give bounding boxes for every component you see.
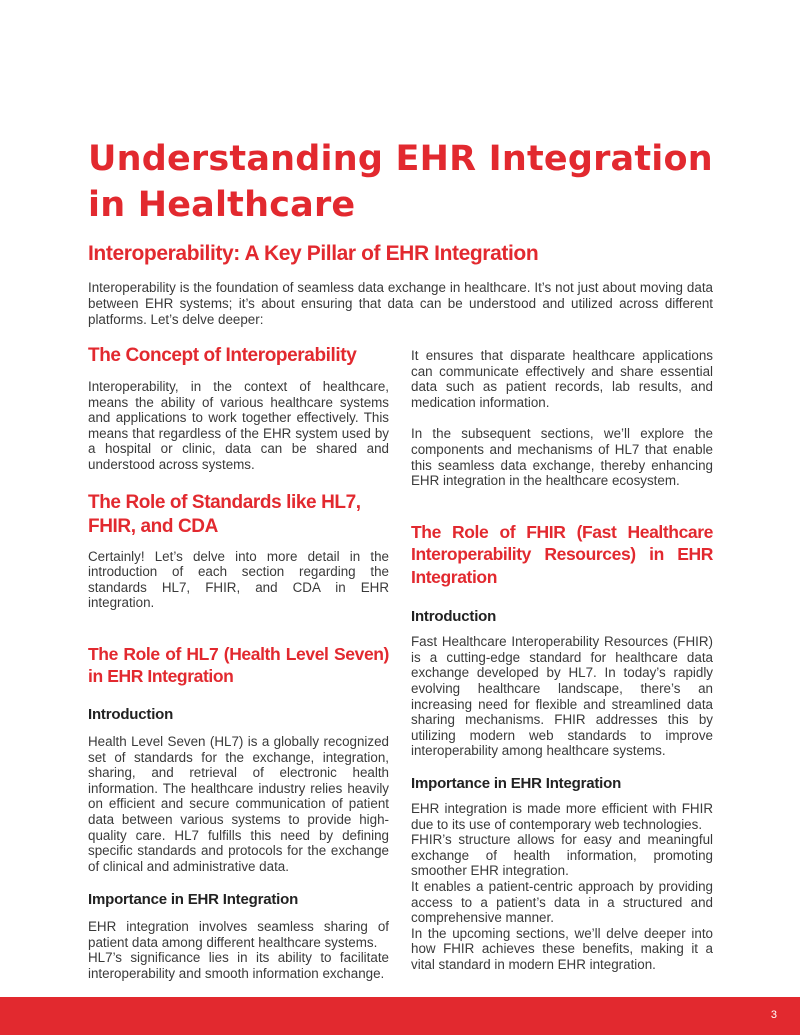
concept-paragraph: Interoperability, in the context of healthcare, means the ability of various healthcare systems and applications to work together effectively. This means that regardless of the EHR system used by a hospital or clinic, data can be shared and understood across systems.	[88, 379, 389, 472]
fhir-importance-paragraph-1: EHR integration is made more efficient with FHIR due to its use of contemporary web technologies.	[411, 801, 713, 832]
hl7-heading: The Role of HL7 (Health Level Seven) in EHR Integration	[88, 643, 389, 687]
hl7-intro-paragraph: Health Level Seven (HL7) is a globally recognized set of standards for the exchange, integration, sharing, and retrieval of electronic health information. The healthcare industry relies heavily on efficient and secure communication of patient data between various systems to provide high-quality care. HL7 fulfills this need by defining specific standards and protocols for the exchange of clinical and administrative data.	[88, 733, 389, 874]
fhir-importance-heading: Importance in EHR Integration	[411, 775, 622, 792]
fhir-importance-paragraph-4: In the upcoming sections, we’ll delve deeper into how FHIR achieves these benefits, making it a vital standard in modern EHR integration.	[411, 925, 713, 972]
hl7-importance-heading: Importance in EHR Integration	[88, 891, 299, 909]
hl7-intro-heading: Introduction	[88, 705, 174, 723]
fhir-heading: The Role of FHIR (Fast Healthcare Interoperability Resources) in EHR Integration	[411, 521, 713, 587]
continuation-paragraph: It ensures that disparate healthcare applications can communicate effectively and share essential data such as patient records, lab results, and medication information.	[411, 348, 713, 410]
footer-bar	[0, 997, 800, 1035]
right-column	[411, 348, 713, 973]
standards-heading: The Role of Standards like HL7, FHIR, and CDA	[88, 491, 361, 537]
section-subtitle: Interoperability: A Key Pillar of EHR Integration	[88, 242, 539, 265]
fhir-intro-heading: Introduction	[411, 608, 497, 626]
hl7-importance-paragraph-2: HL7’s significance lies in its ability to facilitate interoperability and smooth information exchange.	[88, 950, 389, 982]
intro-paragraph: Interoperability is the foundation of seamless data exchange in healthcare. It’s not just about moving data between EHR systems; it’s about ensuring that data can be understood and utilized across different platforms. Let’s delve deeper:	[88, 280, 713, 327]
hl7-importance-paragraph-1: EHR integration involves seamless sharing of patient data among different healthcare systems.	[88, 919, 389, 950]
page-number: 3	[770, 1009, 777, 1021]
page-title: Understanding EHR Integration in Healthcare	[88, 139, 713, 225]
concept-heading: The Concept of Interoperability	[88, 345, 357, 366]
fhir-importance-paragraph-3: It enables a patient-centric approach by providing access to a patient’s data in a structured and comprehensive manner.	[411, 878, 713, 926]
standards-paragraph: Certainly! Let’s delve into more detail in the introduction of each section regarding the standards HL7, FHIR, and CDA in EHR integration.	[88, 548, 389, 611]
left-column	[88, 344, 389, 982]
fhir-importance-paragraph-2: FHIR’s structure allows for easy and meaningful exchange of health information, promoting smoother EHR integration.	[411, 832, 713, 879]
subsequent-paragraph: In the subsequent sections, we’ll explore the components and mechanisms of HL7 that enable this seamless data exchange, thereby enhancing EHR integration in the healthcare ecosystem.	[411, 426, 713, 489]
fhir-intro-paragraph: Fast Healthcare Interoperability Resources (FHIR) is a cutting-edge standard for healthcare data exchange developed by HL7. In today’s rapidly evolving healthcare landscape, there’s an increasing need for flexible and streamlined data sharing mechanisms. FHIR addresses this by utilizing modern web standards to improve interoperability among healthcare systems.	[411, 634, 713, 759]
